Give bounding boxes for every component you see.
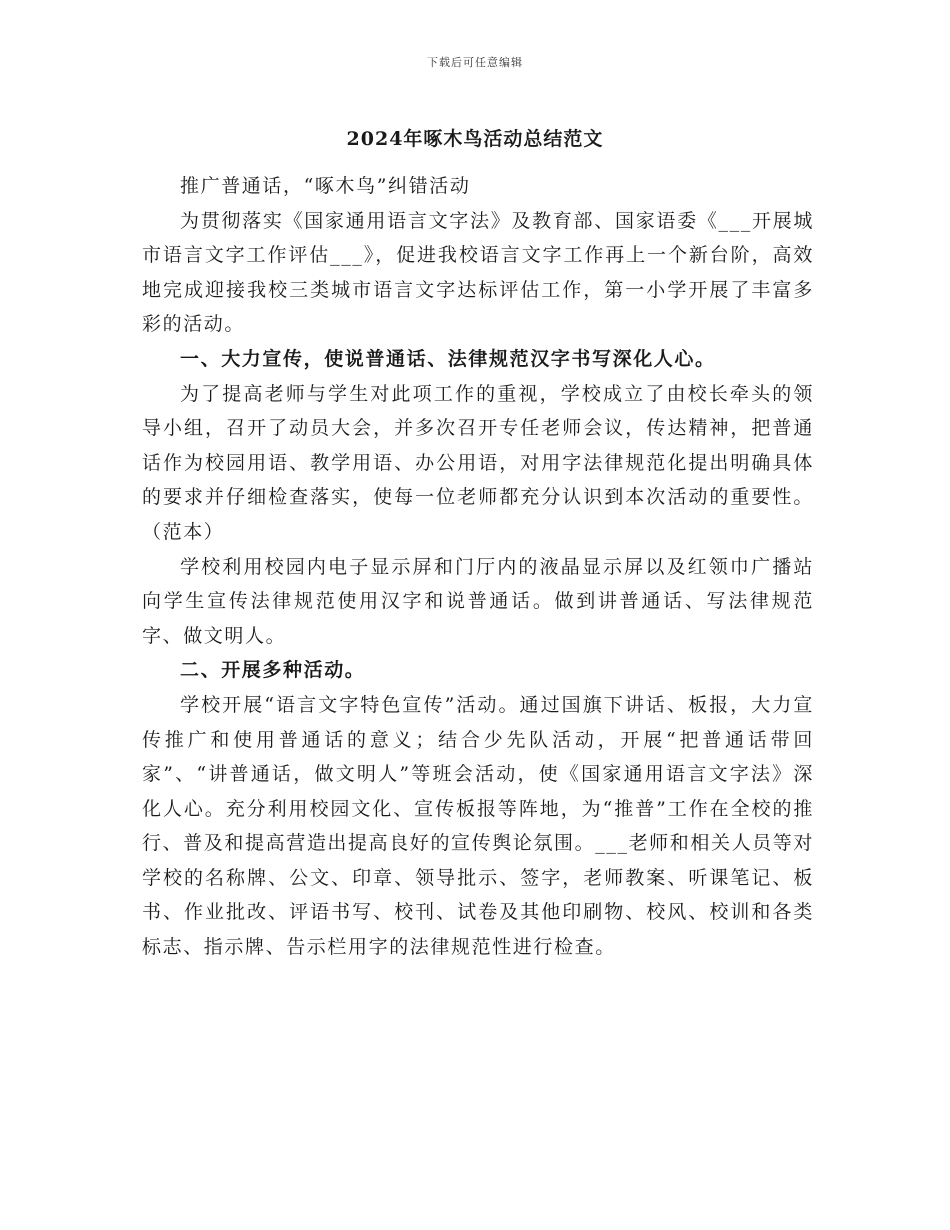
header-note: 下载后可任意编辑 bbox=[427, 56, 523, 69]
paragraph: 学校开展“语言文字特色宣传”活动。通过国旗下讲话、板报，大力宣传推广和使用普通话的意义；结合少先队活动，开展“把普通话带回家”、“讲普通话，做文明人”等班会活动，使《国家通用语言文字法》深化人心。充分利用校园文化、宣传板报等阵地，为“推普”工作在全校的推行、普及和提高营造出提高良好的宣传舆论氛围。___老师和相关人员等对学校的名称牌、公文、印章、领导批示、签字，老师教案、听课笔记、板书、作业批改、评语书写、校刊、试卷及其他印刷物、校风、校训和各类标志、指示牌、告示栏用字的法律规范性进行检查。 bbox=[142, 693, 814, 959]
paragraph: 为贯彻落实《国家通用语言文字法》及教育部、国家语委《___开展城市语言文字工作评估___》，促进我校语言文字工作再上一个新台阶，高效地完成迎接我校三类城市语言文字达标评估工作，第一小学开展了丰富多彩的活动。 bbox=[142, 209, 814, 336]
section-heading-2: 二、开展多种活动。 bbox=[180, 659, 366, 682]
paragraph: 为了提高老师与学生对此项工作的重视，学校成立了由校长牵头的领导小组，召开了动员大会，并多次召开专任老师会议，传达精神，把普通话作为校园用语、教学用语、办公用语，对用字法律规范化提出明确具体的要求并仔细检查落实，使每一位老师都充分认识到本次活动的重要性。（范本） bbox=[142, 382, 814, 543]
paragraph-subtitle: 推广普通话，“啄木鸟”纠错活动 bbox=[180, 175, 471, 197]
paragraph: 学校利用校园内电子显示屏和门厅内的液晶显示屏以及红领巾广播站向学生宣传法律规范使用汉字和说普通话。做到讲普通话、写法律规范字、做文明人。 bbox=[142, 555, 814, 647]
document-title: 2024年啄木鸟活动总结范文 bbox=[346, 128, 604, 150]
section-heading-1: 一、大力宣传，使说普通话、法律规范汉字书写深化人心。 bbox=[180, 347, 716, 370]
document-body bbox=[142, 169, 814, 965]
